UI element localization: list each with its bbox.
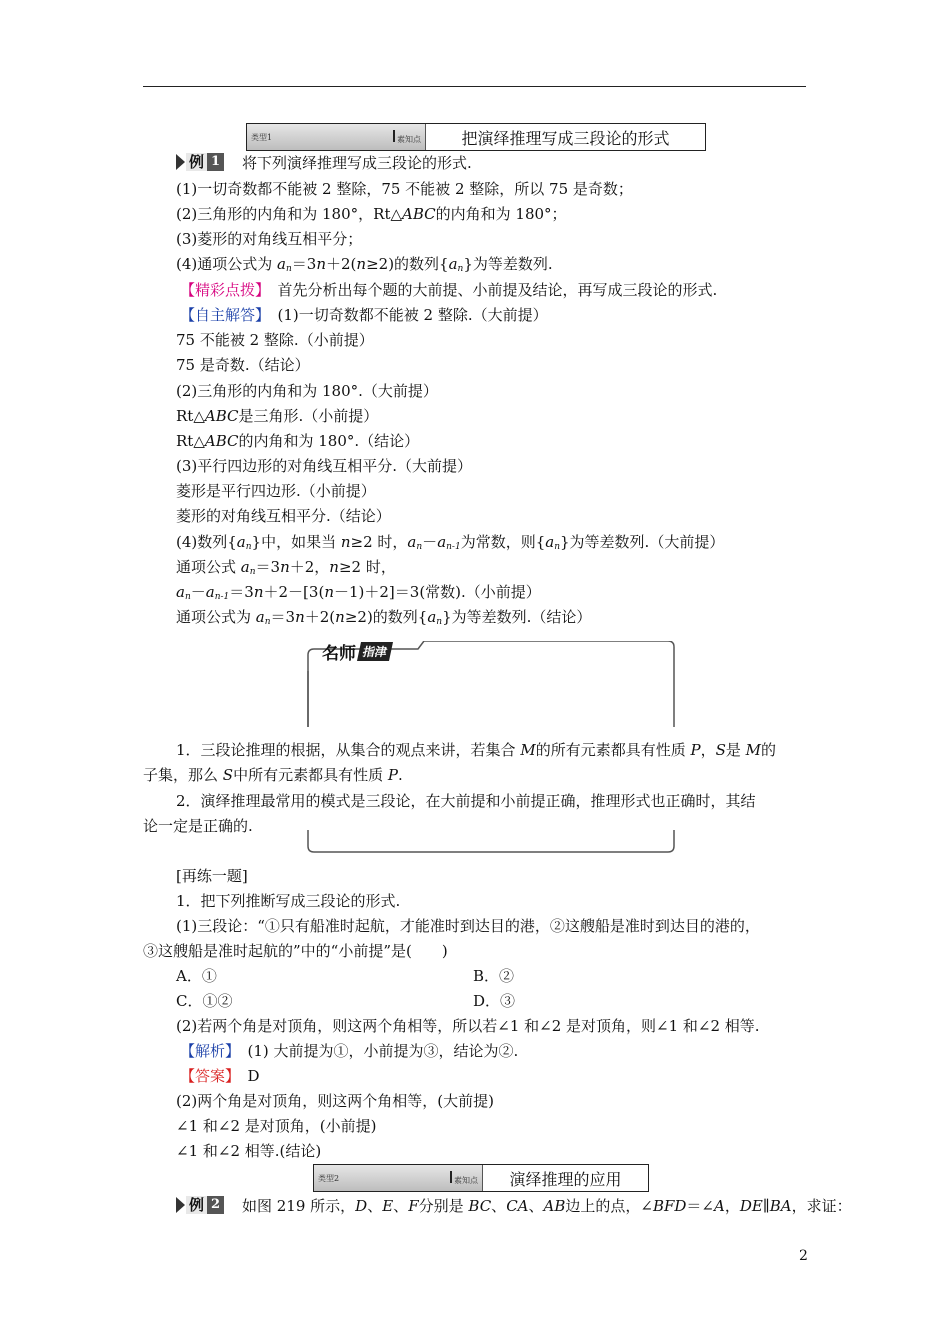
- hint-text: 首先分析出每个题的大前提、小前提及结论，再写成三段论的形式.: [277, 281, 718, 299]
- solution-line: 通项公式为 $a_n=3n+2(n\ge 2)$的数列$\{a_n\}$为等差数列.（结论）: [176, 608, 592, 627]
- solution-line: Rt△ABC的内角和为 180°.（结论）: [176, 432, 420, 450]
- header-rule: [143, 86, 806, 87]
- example-number: 2: [207, 1196, 224, 1214]
- section-tag: [247, 124, 426, 150]
- section-tag-right: 素知点: [454, 1175, 478, 1185]
- jiexi-line: [180, 1041, 518, 1061]
- mingshi-label: [322, 639, 391, 663]
- section-title: 把演绎推理写成三段论的形式: [461, 128, 670, 148]
- section-header-1: [246, 123, 706, 151]
- problem-item: (3)菱形的对角线互相平分；: [176, 230, 363, 248]
- option-d: D．③: [473, 992, 516, 1010]
- section-title: 演绎推理的应用: [509, 1169, 622, 1189]
- solution-line: Rt△ABC是三角形.（小前提）: [176, 407, 379, 425]
- solution-line: (2)三角形的内角和为 180°.（大前提）: [176, 382, 438, 400]
- solution-line: (4)数列$\{a_n\}$中，如果当 n≥2 时，$a_n-a_{n-1}$为常数，则$\{a_n\}$为等差数列.（大前提）: [176, 533, 725, 552]
- problem-item: (2)三角形的内角和为 180°，Rt△ABC的内角和为 180°；: [176, 205, 567, 223]
- solution-line: ∠1 和∠2 是对顶角，(小前提): [176, 1117, 377, 1135]
- mingshi-name: 名师: [322, 643, 356, 664]
- triangle-icon: [176, 1197, 185, 1213]
- hint-tag: 【精彩点拨】: [180, 281, 263, 299]
- hint-line: [180, 280, 717, 300]
- answer-text: D: [247, 1067, 260, 1085]
- section-tag-label: 类型1: [251, 132, 273, 142]
- option-b: B．②: [473, 967, 515, 985]
- option-a: A．①: [176, 967, 217, 985]
- solve-tag: 【自主解答】: [180, 306, 263, 324]
- solution-line: ∠1 和∠2 相等.(结论): [176, 1142, 322, 1160]
- mingshi-text: 2．演绎推理最常用的模式是三段论，在大前提和小前提正确，推理形式也正确时，其结: [176, 792, 756, 810]
- solution-line: 菱形的对角线互相平分.（结论）: [176, 507, 391, 525]
- section-tag-right: 素知点: [397, 134, 421, 144]
- page-number: 2: [799, 1248, 808, 1264]
- practice-question: ③这艘船是准时起航的”中的“小前提”是( ): [143, 942, 448, 960]
- mingshi-badge: 指津: [357, 642, 393, 661]
- practice-question: (2)若两个角是对顶角，则这两个角相等，所以若∠1 和∠2 是对顶角，则∠1 和∠2 相等.: [176, 1017, 760, 1035]
- mingshi-text: 论一定是正确的.: [143, 817, 253, 835]
- example-prompt: 如图 219 所示，D、E、F分别是 BC、CA、AB边上的点，∠BFD＝∠A，DE∥BA，求证：: [242, 1197, 852, 1215]
- practice-question: (1)三段论：“①只有船准时起航，才能准时到达目的港，②这艘船是准时到达目的港的，: [176, 917, 760, 935]
- example-number: 1: [207, 153, 224, 171]
- mingshi-frame-bottom: [306, 830, 676, 854]
- practice-heading: [再练一题]: [176, 867, 248, 885]
- answer-tag: 【答案】: [180, 1067, 233, 1085]
- option-c: C．①②: [176, 992, 233, 1010]
- solution-line: (3)平行四边形的对角线互相平分.（大前提）: [176, 457, 473, 475]
- section-header-2: [313, 1164, 649, 1192]
- solution-line: 菱形是平行四边形.（小前提）: [176, 482, 376, 500]
- answer-line: [180, 1066, 260, 1086]
- solution-line: $a_n-a_{n-1}=3n+2-[3(n-1)+2]=3$(常数).（小前提）: [176, 583, 541, 602]
- mingshi-text: 1．三段论推理的根据，从集合的观点来讲，若集合 M的所有元素都具有性质 P，S是 M的: [176, 741, 777, 759]
- problem-item: (4)通项公式为 $a_n=3n+2(n\ge 2)$的数列$\{a_n\}$为等差数列.: [176, 255, 553, 274]
- practice-question: 1．把下列推断写成三段论的形式.: [176, 892, 401, 910]
- solution-line: 【自主解答】 (1)一切奇数都不能被 2 整除.（大前提）: [180, 306, 548, 324]
- mingshi-text: 子集，那么 S中所有元素都具有性质 P.: [143, 766, 403, 784]
- jiexi-text: (1) 大前提为①，小前提为③，结论为②.: [247, 1042, 519, 1060]
- example-badge-1: [176, 153, 224, 171]
- example-prompt: 将下列演绎推理写成三段论的形式.: [242, 154, 472, 172]
- solution-line: (2)两个角是对顶角，则这两个角相等，(大前提): [176, 1092, 494, 1110]
- section-tag: [314, 1165, 483, 1191]
- jiexi-tag: 【解析】: [180, 1042, 233, 1060]
- section-tag-label: 类型2: [318, 1173, 340, 1183]
- example-label: 例: [186, 153, 207, 171]
- triangle-icon: [176, 154, 185, 170]
- example-label: 例: [186, 1196, 207, 1214]
- example-badge-2: [176, 1196, 224, 1214]
- solution-line: 75 不能被 2 整除.（小前提）: [176, 331, 374, 349]
- problem-item: (1)一切奇数都不能被 2 整除，75 不能被 2 整除，所以 75 是奇数；: [176, 180, 633, 198]
- solution-line: 通项公式 $a_n=3n+2$，n≥2 时，: [176, 558, 396, 577]
- solution-line: 75 是奇数.（结论）: [176, 356, 310, 374]
